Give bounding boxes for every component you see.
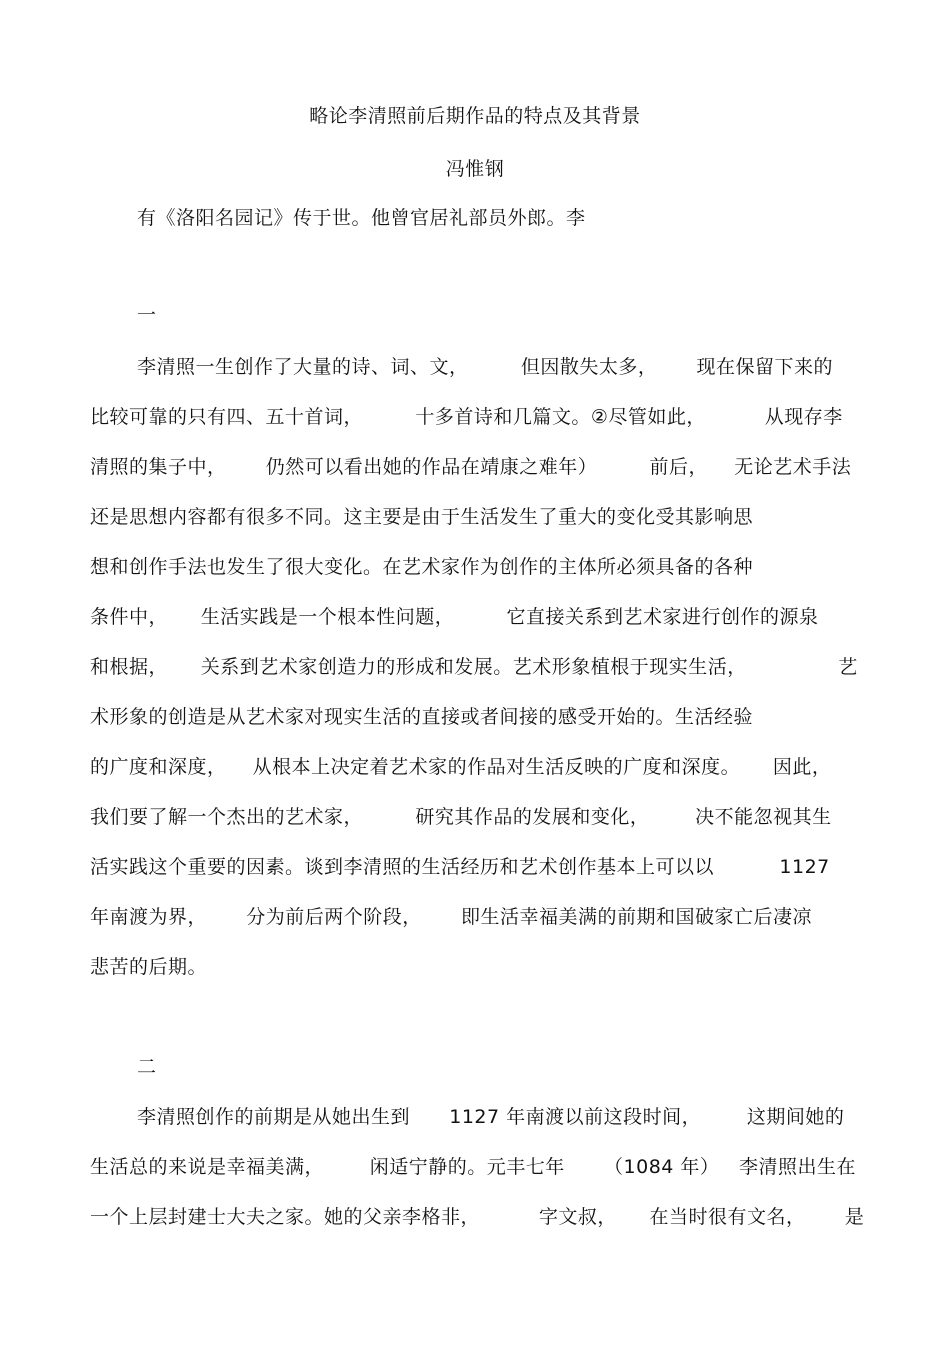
paragraph-line: 术形象的创造是从艺术家对现实生活的直接或者间接的感受开始的。生活经验 xyxy=(90,706,754,728)
paragraph-line: 比较可靠的只有四、五十首词， 十多首诗和几篇文。②尽管如此， 从现存李 xyxy=(90,406,843,428)
paragraph-line: 悲苦的后期。 xyxy=(90,956,208,978)
paragraph-line: 李清照创作的前期是从她出生到 1127 年南渡以前这段时间， 这期间她的 xyxy=(137,1106,845,1128)
paragraph-line: 有《洛阳名园记》传于世。他曾官居礼部员外郎。李 xyxy=(137,207,586,229)
paragraph-line: 一个上层封建士大夫之家。她的父亲李格非， 字文叔， 在当时很有文名， 是 xyxy=(90,1206,865,1228)
paragraph-line: 年南渡为界， 分为前后两个阶段， 即生活幸福美满的前期和国破家亡后凄凉 xyxy=(90,906,812,928)
paragraph-line: 李清照一生创作了大量的诗、词、文， 但因散失太多， 现在保留下来的 xyxy=(137,356,834,378)
paragraph-line: 清照的集子中， 仍然可以看出她的作品在靖康之难年） 前后， 无论艺术手法 xyxy=(90,456,852,478)
paragraph-line: 生活总的来说是幸福美满， 闲适宁静的。元丰七年 （1084 年） 李清照出生在 xyxy=(90,1156,857,1178)
paragraph-line: 想和创作手法也发生了很大变化。在艺术家作为创作的主体所必须具备的各种 xyxy=(90,556,754,578)
document-title: 略论李清照前后期作品的特点及其背景 xyxy=(309,105,641,127)
paragraph-line: 的广度和深度， 从根本上决定着艺术家的作品对生活反映的广度和深度。 因此， xyxy=(90,756,832,778)
section-number: 二 xyxy=(137,1056,157,1078)
document-author: 冯惟钢 xyxy=(445,158,505,180)
paragraph-line: 活实践这个重要的因素。谈到李清照的生活经历和艺术创作基本上可以以 1127 xyxy=(90,856,830,878)
section-number: 一 xyxy=(137,304,157,326)
paragraph-line: 还是思想内容都有很多不同。这主要是由于生活发生了重大的变化受其影响思 xyxy=(90,506,754,528)
paragraph-line: 和根据， 关系到艺术家创造力的形成和发展。艺术形象植根于现实生活， 艺 xyxy=(90,656,858,678)
paragraph-line: 我们要了解一个杰出的艺术家， 研究其作品的发展和变化， 决不能忽视其生 xyxy=(90,806,832,828)
paragraph-line: 条件中， 生活实践是一个根本性问题， 它直接关系到艺术家进行创作的源泉 xyxy=(90,606,819,628)
